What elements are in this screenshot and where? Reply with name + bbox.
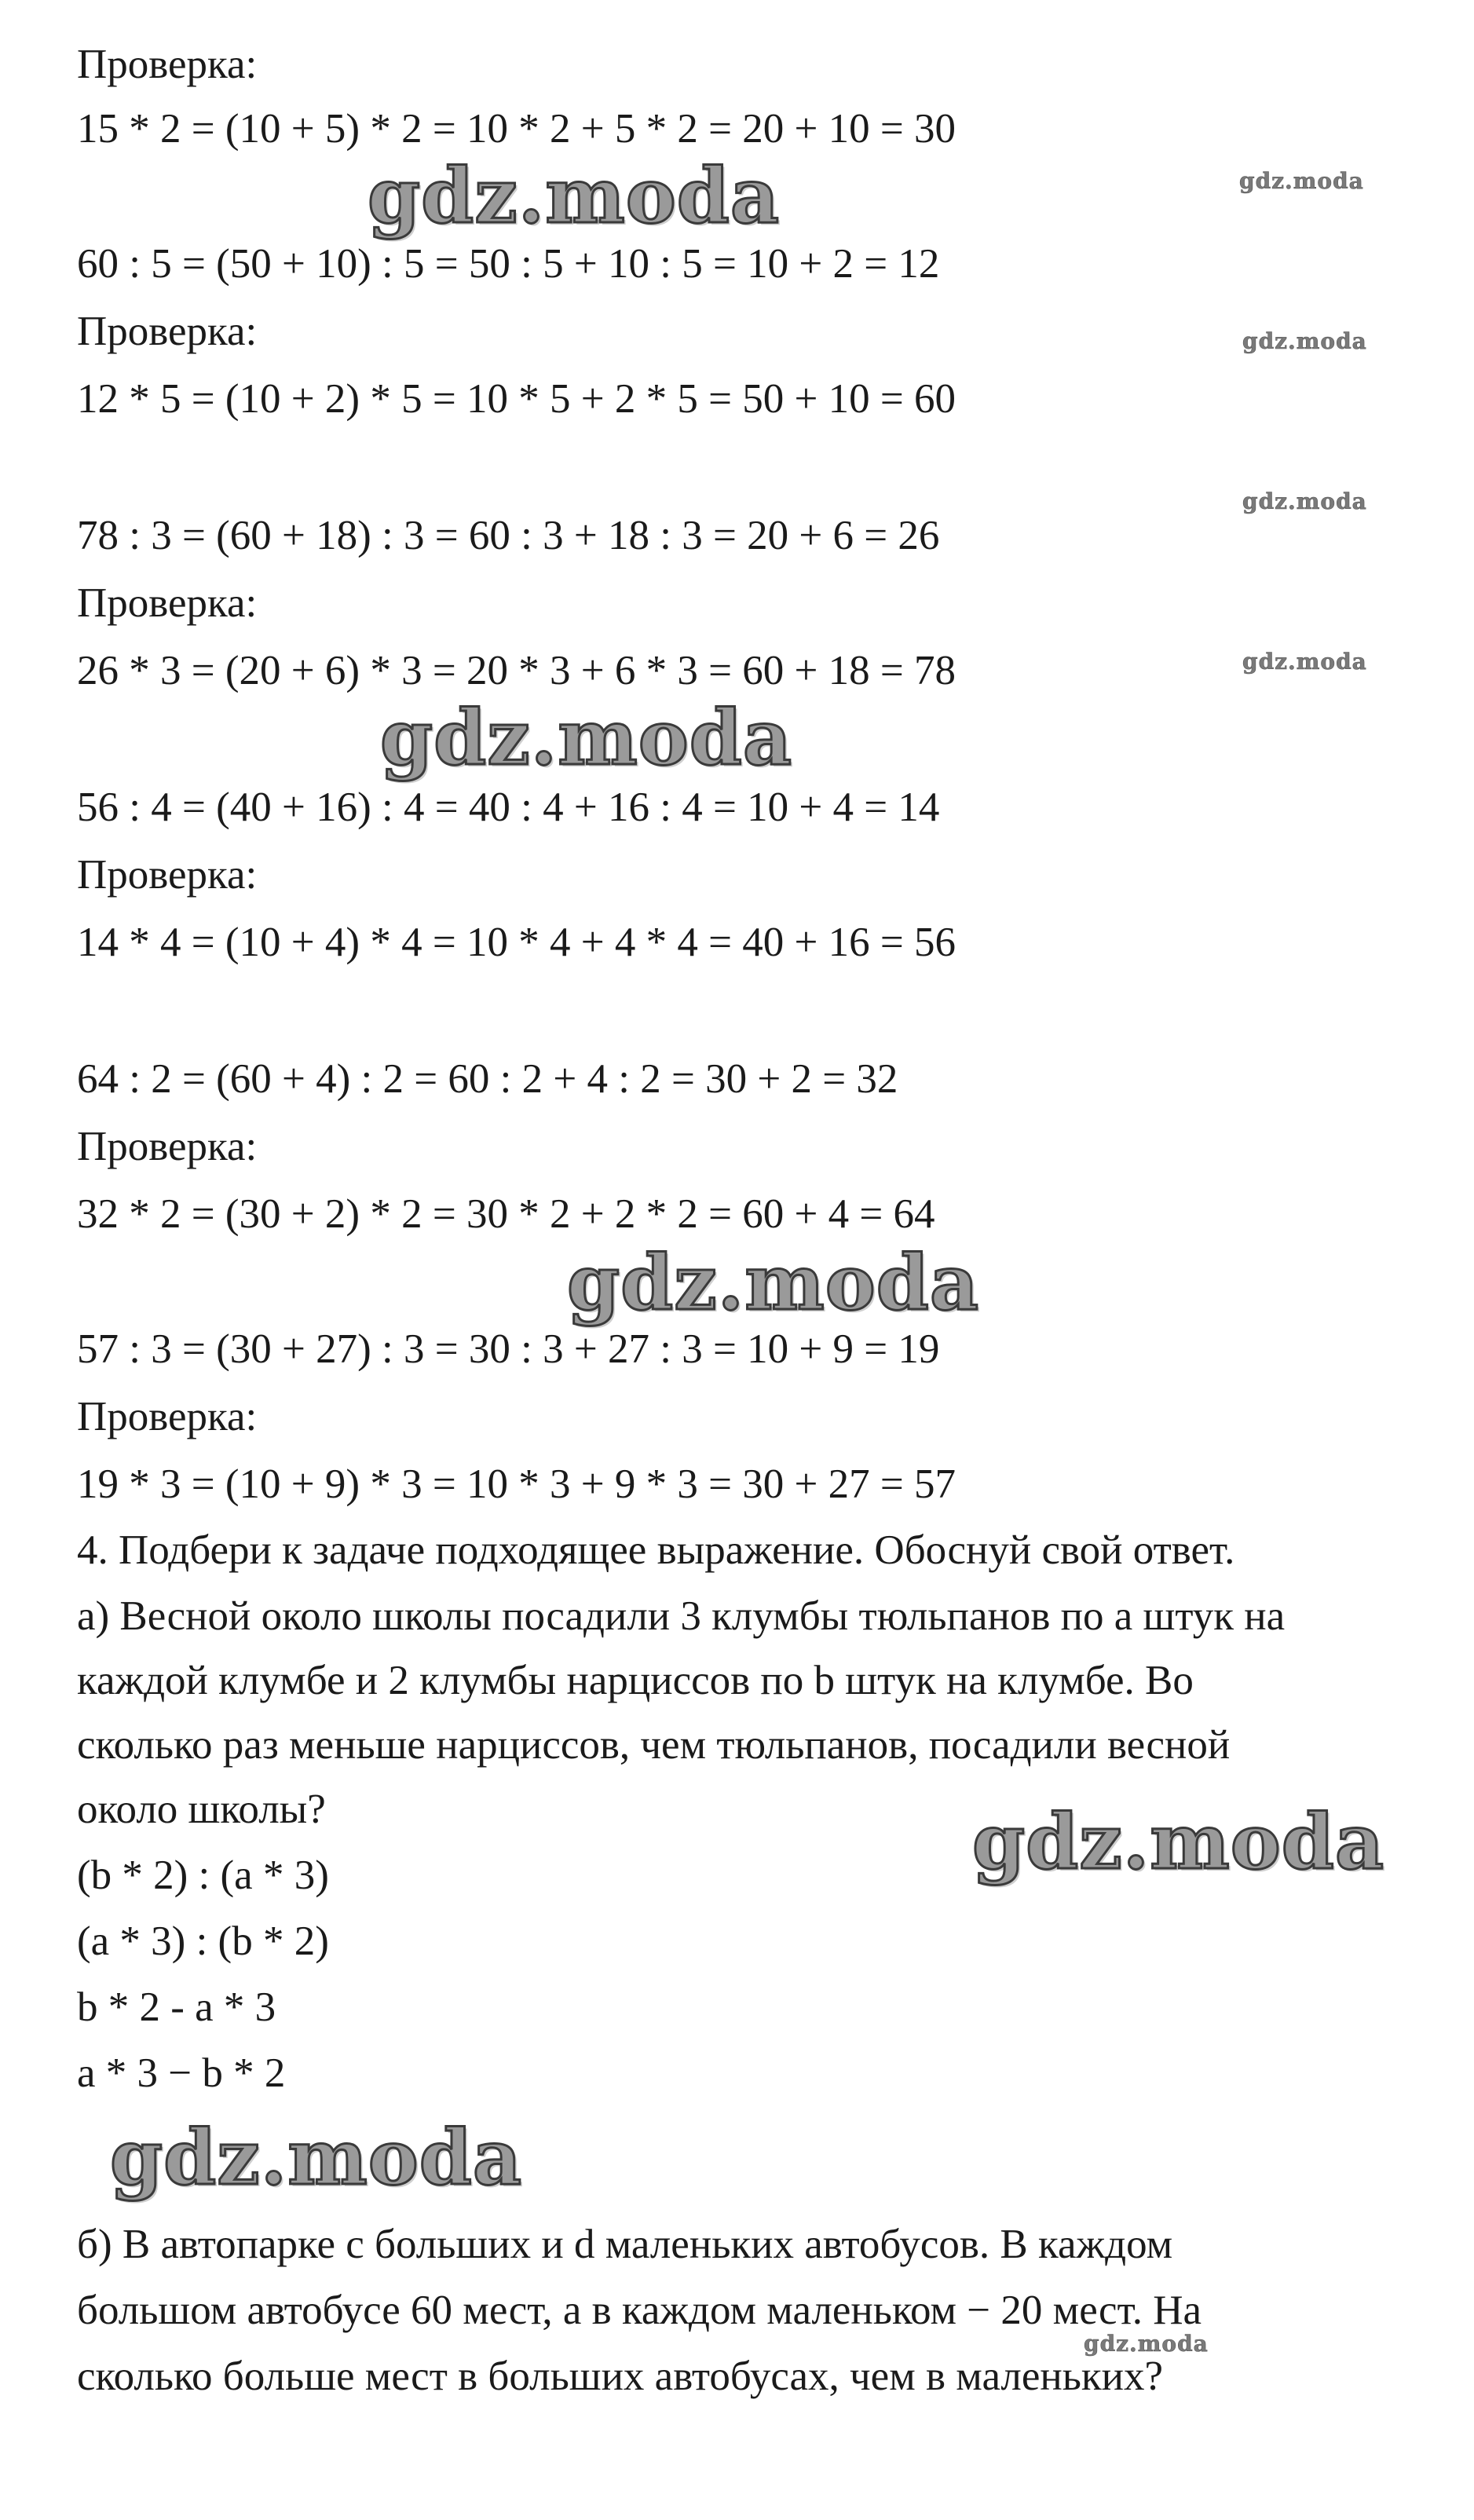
expression-option-4: a * 3 − b * 2: [77, 2050, 286, 2096]
text-line-13: Проверка:: [77, 1124, 258, 1169]
watermark-logo: gdz.moda: [567, 1238, 980, 1327]
task-a-line-1: а) Весной около школы посадили 3 клумбы тюльпанов по a штук на: [77, 1593, 1286, 1639]
text-line-7: Проверка:: [77, 580, 258, 626]
watermark-logo: gdz.moda: [380, 693, 793, 782]
watermark-logo-small: gdz.moda: [1242, 649, 1367, 675]
text-line-15: 57 : 3 = (30 + 27) : 3 = 30 : 3 + 27 : 3 = 10 + 9 = 19: [77, 1326, 940, 1372]
watermark-logo-small: gdz.moda: [1242, 328, 1367, 354]
text-line-16: Проверка:: [77, 1394, 258, 1439]
task-b-line-3: сколько больше мест в больших автобусах, чем в маленьких?: [77, 2354, 1164, 2399]
text-line-5: 12 * 5 = (10 + 2) * 5 = 10 * 5 + 2 * 5 = 50 + 10 = 60: [77, 376, 956, 422]
expression-option-2: (a * 3) : (b * 2): [77, 1918, 329, 1964]
text-line-14: 32 * 2 = (30 + 2) * 2 = 30 * 2 + 2 * 2 = 60 + 4 = 64: [77, 1191, 935, 1237]
text-line-3: 60 : 5 = (50 + 10) : 5 = 50 : 5 + 10 : 5 = 10 + 2 = 12: [77, 241, 940, 287]
text-line-1: Проверка:: [77, 42, 258, 87]
task-a-line-4: около школы?: [77, 1787, 326, 1832]
text-line-4: Проверка:: [77, 309, 258, 354]
watermark-logo: gdz.moda: [110, 2113, 523, 2202]
expression-option-1: (b * 2) : (a * 3): [77, 1853, 329, 1898]
text-line-10: Проверка:: [77, 852, 258, 898]
text-line-11: 14 * 4 = (10 + 4) * 4 = 10 * 4 + 4 * 4 = 40 + 16 = 56: [77, 920, 956, 965]
watermark-logo-small: gdz.moda: [1242, 488, 1367, 514]
task-a-line-3: сколько раз меньше нарциссов, чем тюльпанов, посадили весной: [77, 1722, 1231, 1768]
text-line-12: 64 : 2 = (60 + 4) : 2 = 60 : 2 + 4 : 2 = 30 + 2 = 32: [77, 1056, 898, 1102]
text-line-9: 56 : 4 = (40 + 16) : 4 = 40 : 4 + 16 : 4 = 10 + 4 = 14: [77, 785, 940, 830]
task-heading: 4. Подбери к задаче подходящее выражение. Обоснуй свой ответ.: [77, 1527, 1235, 1573]
watermark-logo: gdz.moda: [368, 152, 781, 240]
watermark-logo-small: gdz.moda: [1239, 168, 1364, 194]
task-a-line-2: каждой клумбе и 2 клумбы нарциссов по b штук на клумбе. Во: [77, 1658, 1194, 1703]
watermark-logo: gdz.moda: [972, 1798, 1385, 1886]
text-line-17: 19 * 3 = (10 + 9) * 3 = 10 * 3 + 9 * 3 = 30 + 27 = 57: [77, 1461, 956, 1507]
task-b-line-1: б) В автопарке c больших и d маленьких автобусов. В каждом: [77, 2222, 1173, 2267]
text-line-6: 78 : 3 = (60 + 18) : 3 = 60 : 3 + 18 : 3 = 20 + 6 = 26: [77, 513, 940, 558]
watermark-logo-small: gdz.moda: [1084, 2331, 1209, 2357]
expression-option-3: b * 2 - a * 3: [77, 1984, 276, 2030]
text-line-2: 15 * 2 = (10 + 5) * 2 = 10 * 2 + 5 * 2 = 20 + 10 = 30: [77, 106, 956, 152]
task-b-line-2: большом автобусе 60 мест, а в каждом маленьком − 20 мест. На: [77, 2288, 1202, 2333]
text-line-8: 26 * 3 = (20 + 6) * 3 = 20 * 3 + 6 * 3 = 60 + 18 = 78: [77, 648, 956, 693]
